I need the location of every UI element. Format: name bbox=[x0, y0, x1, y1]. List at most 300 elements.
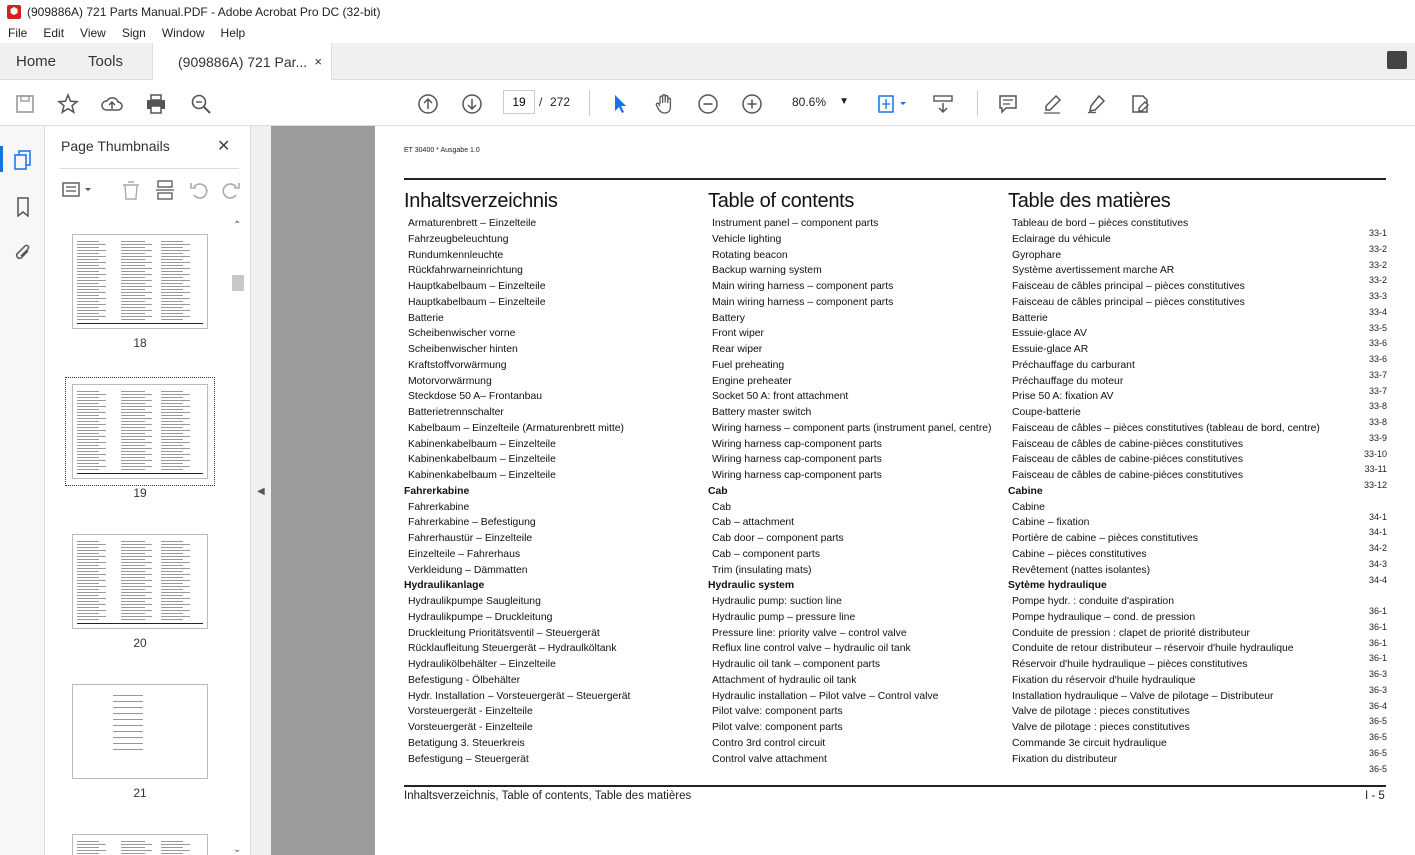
thumbnail-text-line bbox=[77, 610, 106, 611]
toc-entry: Cab – component parts bbox=[712, 548, 821, 560]
rotate-right-icon[interactable] bbox=[219, 178, 243, 202]
thumbnail-text-line bbox=[121, 844, 152, 845]
toc-entry: Préchauffage du carburant bbox=[1012, 359, 1135, 371]
fit-page-icon[interactable] bbox=[876, 92, 912, 116]
toc-entry: Reflux line control valve – hydraulic oil tank bbox=[712, 643, 911, 655]
thumbnail-text-line bbox=[161, 307, 183, 308]
thumbnail-text-line bbox=[161, 421, 183, 422]
menu-edit[interactable]: Edit bbox=[43, 26, 65, 40]
thumbnail-text-line bbox=[121, 598, 152, 599]
toc-page-number: 33-10 bbox=[1363, 448, 1387, 459]
page-thumbnail-21[interactable] bbox=[72, 684, 208, 779]
menu-window[interactable]: Window bbox=[161, 26, 205, 40]
toc-entry: Tableau de bord – pièces constitutives bbox=[1012, 218, 1189, 229]
thumbnail-text-line bbox=[121, 592, 152, 593]
toc-page-number: 36-1 bbox=[1368, 653, 1387, 664]
thumbnail-text-line bbox=[121, 250, 152, 251]
thumbnail-text-line bbox=[77, 841, 99, 842]
document-viewer[interactable] bbox=[271, 126, 1415, 855]
hand-tool-icon[interactable] bbox=[652, 92, 676, 116]
toc-entry: Kraftstoffvorwärmung bbox=[408, 359, 507, 371]
toc-entry: Faisceau de câbles de cabine-pièces constitutives bbox=[1012, 454, 1244, 466]
thumbnail-label: 18 bbox=[133, 336, 147, 350]
thumbnail-text-line bbox=[77, 454, 106, 455]
collapse-arrow-icon[interactable]: ◀ bbox=[257, 486, 265, 497]
thumbnail-text-line bbox=[77, 307, 99, 308]
thumbnail-text-line bbox=[77, 430, 106, 431]
thumbnail-text-line bbox=[121, 850, 152, 851]
thumbnail-text-line bbox=[161, 295, 183, 296]
select-arrow-icon[interactable] bbox=[608, 92, 632, 116]
thumbnail-text-line bbox=[121, 544, 152, 545]
thumbnail-text-line bbox=[161, 469, 183, 470]
thumbnail-text-line bbox=[161, 286, 190, 287]
thumbnail-text-line bbox=[121, 847, 145, 848]
thumbnail-text-line bbox=[161, 847, 183, 848]
page-footer-number: I - 5 bbox=[1365, 790, 1385, 802]
navigation-rail bbox=[0, 126, 45, 855]
comment-bubble-icon[interactable] bbox=[1387, 51, 1407, 69]
thumbnail-text-line bbox=[121, 559, 145, 560]
thumbnail-text-line bbox=[161, 259, 183, 260]
thumbnail-text-line bbox=[121, 442, 152, 443]
thumbnail-text-line bbox=[77, 274, 106, 275]
thumbnail-text-line bbox=[161, 589, 183, 590]
thumbnail-text-line bbox=[161, 598, 190, 599]
toc-entry: Hauptkabelbaum – Einzelteile bbox=[408, 281, 546, 292]
thumbnail-text-line bbox=[121, 298, 152, 299]
toc-entry: Conduite de pression : clapet de priorité distributeur bbox=[1012, 627, 1250, 639]
toc-entry: Essuie-glace AV bbox=[1012, 328, 1087, 340]
thumbnail-text-line bbox=[161, 586, 190, 587]
toc-entry: Installation hydraulique – Valve de pilotage – Distributeur bbox=[1012, 690, 1274, 702]
thumbnail-text-line bbox=[121, 466, 152, 467]
thumbnail-text-line bbox=[121, 262, 152, 263]
save-icon[interactable] bbox=[13, 92, 37, 116]
page-total: 272 bbox=[550, 95, 571, 109]
thumbnail-text-line bbox=[161, 583, 183, 584]
zoom-out-icon[interactable] bbox=[696, 92, 720, 116]
comment-icon[interactable] bbox=[996, 92, 1020, 116]
thumbnail-text-line bbox=[161, 262, 190, 263]
toc-entry: Battery bbox=[712, 312, 745, 324]
thumbnail-text-line bbox=[121, 448, 152, 449]
toc-section-heading: Cabine bbox=[1008, 485, 1043, 497]
thumbnail-text-line bbox=[77, 394, 106, 395]
thumbnail-text-line bbox=[161, 457, 183, 458]
column-german bbox=[404, 190, 630, 767]
toc-page-number: 36-3 bbox=[1368, 669, 1387, 679]
thumbnail-text-line bbox=[77, 409, 99, 410]
toc-entry: Rücklaufleitung Steuergerät – Hydraulköltank bbox=[408, 643, 617, 655]
thumbnail-text-line bbox=[161, 244, 190, 245]
thumbnail-text-line bbox=[121, 319, 145, 320]
toc-entry: Motorvorwärmung bbox=[408, 375, 492, 387]
title-german: Inhaltsverzeichnis bbox=[404, 190, 558, 212]
toc-entry: Cab – attachment bbox=[712, 517, 795, 529]
edit-pdf-icon[interactable] bbox=[1128, 92, 1152, 116]
toc-entry: Socket 50 A: front attachment bbox=[712, 391, 849, 403]
thumbnail-text-line bbox=[161, 265, 183, 266]
thumbnail-text-line bbox=[77, 592, 106, 593]
thumbnail-text-line bbox=[121, 313, 145, 314]
toc-entry: Faisceau de câbles principal – pièces constitutives bbox=[1012, 281, 1245, 292]
toc-entry: Batterie bbox=[1012, 312, 1048, 324]
thumbnail-label: 21 bbox=[133, 786, 147, 800]
zoom-level-value: 80.6% bbox=[792, 95, 827, 109]
active-indicator bbox=[0, 146, 3, 172]
zoom-in-icon[interactable] bbox=[740, 92, 764, 116]
thumbnail-text-line bbox=[77, 616, 106, 617]
thumbnail-text-line bbox=[77, 451, 99, 452]
thumbnail-text-line bbox=[121, 469, 145, 470]
scroll-up-icon[interactable]: ⌃ bbox=[233, 220, 242, 231]
tab-home[interactable]: Home bbox=[16, 53, 57, 70]
thumbnail-text-line bbox=[121, 616, 152, 617]
toc-entry: Fahrerkabine – Befestigung bbox=[408, 517, 536, 529]
toc-entry: Pilot valve: component parts bbox=[712, 722, 843, 733]
thumbnail-text-line bbox=[121, 301, 145, 302]
thumbnail-text-line bbox=[121, 577, 145, 578]
thumbnail-text-line bbox=[77, 415, 99, 416]
thumbnail-diagram-line bbox=[113, 701, 143, 702]
toc-entry: Kabinenkabelbaum – Einzelteile bbox=[408, 454, 556, 466]
toc-page-number: 36-1 bbox=[1368, 606, 1387, 616]
toc-page-number: 34-4 bbox=[1368, 574, 1387, 585]
toc-entry: Fuel preheating bbox=[712, 359, 785, 371]
thumbnail-text-line bbox=[161, 436, 190, 437]
toc-entry: Prise 50 A: fixation AV bbox=[1012, 391, 1114, 403]
thumbnail-text-line bbox=[161, 310, 190, 311]
toc-entry: Hydraulic pump – pressure line bbox=[712, 611, 856, 623]
thumbnail-text-line bbox=[121, 547, 145, 548]
menu-help[interactable]: Help bbox=[220, 26, 246, 40]
thumbnail-text-line bbox=[161, 394, 190, 395]
thumbnail-text-line bbox=[121, 607, 145, 608]
window-title: (909886A) 721 Parts Manual.PDF - Adobe Acrobat Pro DC (32-bit) bbox=[27, 4, 381, 19]
thumbnail-text-line bbox=[161, 580, 190, 581]
toc-page-number: 33-6 bbox=[1368, 354, 1387, 364]
thumbnail-text-line bbox=[121, 289, 145, 290]
thumbnail-text-line bbox=[121, 586, 152, 587]
thumbnail-text-line bbox=[161, 268, 190, 269]
toc-entry: Vorsteuergerät - Einzelteile bbox=[408, 722, 533, 733]
tab-document[interactable] bbox=[152, 43, 332, 80]
thumbnail-text-line bbox=[121, 412, 152, 413]
toc-page-number: 34-1 bbox=[1368, 527, 1387, 538]
scroll-down-icon[interactable]: ⌄ bbox=[233, 844, 242, 855]
thumbnail-text-line bbox=[77, 550, 106, 551]
thumbnail-text-line bbox=[77, 421, 99, 422]
toc-entry: Fahrerkabine bbox=[408, 501, 470, 513]
thumbnail-text-line bbox=[77, 589, 99, 590]
thumbnail-diagram-line bbox=[113, 719, 143, 720]
thumbnail-text-line bbox=[161, 424, 190, 425]
panel-close-icon[interactable]: ✕ bbox=[217, 138, 231, 155]
toc-page-number: 36-5 bbox=[1368, 732, 1387, 742]
thumbnail-text-line bbox=[161, 250, 190, 251]
thumbnail-text-line bbox=[121, 400, 152, 401]
star-icon[interactable] bbox=[56, 92, 80, 116]
zoom-level-select[interactable] bbox=[785, 90, 855, 114]
toc-entry: Valve de pilotage : pieces constitutives bbox=[1012, 722, 1190, 733]
thumbnail-text-line bbox=[121, 274, 152, 275]
sign-pen-icon[interactable] bbox=[1084, 92, 1108, 116]
previous-page-icon[interactable] bbox=[416, 92, 440, 116]
thumbnail-text-line bbox=[121, 409, 145, 410]
thumbnail-text-line bbox=[77, 586, 106, 587]
menu-sign[interactable]: Sign bbox=[121, 26, 146, 40]
thumbnail-text-line bbox=[121, 265, 145, 266]
toc-page-number: 36-5 bbox=[1368, 747, 1387, 758]
thumbnail-text-line bbox=[77, 250, 106, 251]
thumbnail-text-line bbox=[161, 241, 183, 242]
page-thumbnail-22[interactable] bbox=[72, 834, 208, 855]
delete-trash-icon[interactable] bbox=[119, 178, 143, 202]
toc-entry: Portière de cabine – pièces constitutives bbox=[1012, 533, 1198, 544]
options-menu-icon[interactable] bbox=[61, 178, 95, 202]
thumbnail-text-line bbox=[161, 571, 183, 572]
toc-entry: Engine preheater bbox=[712, 375, 792, 387]
toc-page-number: 33-2 bbox=[1368, 275, 1387, 286]
tab-tools[interactable]: Tools bbox=[88, 53, 124, 70]
toc-entry: Backup warning system bbox=[712, 265, 822, 277]
thumbnail-text-line bbox=[77, 559, 99, 560]
thumbnail-text-line bbox=[161, 391, 183, 392]
upload-cloud-icon[interactable] bbox=[100, 92, 124, 116]
toc-entry: Befestigung – Steuergerät bbox=[408, 753, 529, 765]
toc-entry: Betatigung 3. Steuerkreis bbox=[408, 737, 525, 749]
thumbnail-text-line bbox=[121, 460, 152, 461]
toc-entry: Cab door – component parts bbox=[712, 533, 844, 544]
thumbnail-text-line bbox=[161, 541, 183, 542]
thumbnail-text-line bbox=[121, 853, 145, 854]
scrolling-mode-icon[interactable] bbox=[931, 92, 955, 116]
thumbnail-text-line bbox=[121, 268, 152, 269]
toc-entry: Armaturenbrett – Einzelteile bbox=[408, 218, 537, 229]
thumbnail-text-line bbox=[121, 292, 152, 293]
zoom-search-icon[interactable] bbox=[189, 92, 213, 116]
thumbnail-text-line bbox=[77, 463, 99, 464]
thumbnail-text-line bbox=[77, 568, 106, 569]
title-english: Table of contents bbox=[708, 190, 855, 212]
page-number-column bbox=[1355, 226, 1387, 777]
thumbnail-text-line bbox=[121, 553, 145, 554]
toc-section-heading: Sytème hydraulique bbox=[1008, 580, 1107, 592]
thumbnail-text-line bbox=[121, 424, 152, 425]
rotate-left-icon[interactable] bbox=[187, 178, 211, 202]
thumbnail-text-line bbox=[161, 616, 190, 617]
page-thumbnails-icon[interactable] bbox=[11, 148, 35, 172]
thumbnail-text-line bbox=[121, 256, 152, 257]
thumbnail-text-line bbox=[121, 454, 152, 455]
thumbnail-text-line bbox=[77, 577, 99, 578]
thumbnail-text-line bbox=[161, 568, 190, 569]
toc-section-heading: Fahrerkabine bbox=[404, 485, 470, 497]
menu-file[interactable]: File bbox=[8, 26, 28, 40]
thumbnail-text-line bbox=[121, 580, 152, 581]
toc-entry: Main wiring harness – component parts bbox=[712, 296, 894, 308]
thumbnail-text-line bbox=[161, 271, 183, 272]
toc-entry: Hydraulic installation – Pilot valve – Control valve bbox=[712, 690, 939, 702]
thumbnail-text-line bbox=[121, 445, 145, 446]
thumbnail-text-line bbox=[161, 253, 183, 254]
page-footer: Inhaltsverzeichnis, Table of contents, Table des matières bbox=[404, 790, 692, 802]
menu-bar bbox=[0, 23, 1415, 43]
thumbnail-text-line bbox=[121, 463, 145, 464]
toc-page-number: 33-8 bbox=[1368, 417, 1387, 427]
insert-pages-icon[interactable] bbox=[153, 178, 177, 202]
panel-collapse-bar[interactable] bbox=[251, 126, 271, 855]
thumbnail-text-line bbox=[121, 457, 145, 458]
thumbnail-text-line bbox=[161, 319, 183, 320]
column-french bbox=[1008, 190, 1320, 767]
thumbnail-text-line bbox=[77, 316, 106, 317]
toc-entry: Système avertissement marche AR bbox=[1012, 265, 1175, 277]
toc-page-number: 33-3 bbox=[1368, 291, 1387, 301]
thumbnail-text-line bbox=[121, 565, 145, 566]
toc-entry: Réservoir d'huile hydraulique – pièces constitutives bbox=[1012, 659, 1248, 670]
pdf-page bbox=[375, 126, 1415, 855]
toc-entry: Pompe hydr. : conduite d'aspiration bbox=[1012, 596, 1174, 607]
thumbnail-text-line bbox=[161, 406, 190, 407]
column-english bbox=[708, 190, 992, 767]
thumbnail-diagram-line bbox=[113, 731, 143, 732]
thumbnail-text-line bbox=[161, 277, 183, 278]
toc-entry: Verkleidung – Dämmatten bbox=[408, 564, 528, 576]
page-number-input[interactable] bbox=[503, 90, 535, 114]
thumbnail-text-line bbox=[121, 253, 145, 254]
thumbnail-text-line bbox=[161, 442, 190, 443]
toc-entry: Batterie bbox=[408, 312, 444, 324]
thumbnail-text-line bbox=[77, 289, 99, 290]
thumbnail-text-line bbox=[161, 283, 183, 284]
thumbnail-text-line bbox=[121, 430, 152, 431]
thumbnail-text-line bbox=[121, 841, 145, 842]
thumbnail-diagram-line bbox=[113, 713, 143, 714]
thumbnail-text-line bbox=[121, 562, 152, 563]
toc-entry: Pompe hydraulique – cond. de pression bbox=[1012, 611, 1196, 623]
thumbnail-text-line bbox=[121, 277, 145, 278]
toc-entry: Faisceau de câbles principal – pièces constitutives bbox=[1012, 296, 1245, 308]
thumbnail-text-line bbox=[77, 436, 106, 437]
menu-view[interactable]: View bbox=[80, 26, 106, 40]
thumbnail-diagram-line bbox=[113, 749, 143, 750]
toc-entry: Essuie-glace AR bbox=[1012, 344, 1089, 355]
thumbnail-text-line bbox=[77, 547, 99, 548]
thumbnail-text-line bbox=[161, 613, 183, 614]
thumbnail-text-line bbox=[161, 418, 190, 419]
attachment-paperclip-icon[interactable] bbox=[11, 241, 35, 265]
toc-entry: Kabinenkabelbaum – Einzelteile bbox=[408, 470, 556, 481]
thumbnail-text-line bbox=[161, 850, 190, 851]
toc-entry: Instrument panel – component parts bbox=[712, 218, 879, 229]
toc-entry: Einzelteile – Fahrerhaus bbox=[408, 548, 521, 560]
toc-entry: Cabine – pièces constitutives bbox=[1012, 548, 1147, 560]
toc-entry: Druckleitung Prioritätsventil – Steuergerät bbox=[408, 627, 600, 639]
thumbnail-text-line bbox=[161, 544, 190, 545]
page-thumbnail-19[interactable] bbox=[72, 384, 208, 479]
toc-entry: Kabelbaum – Einzelteile (Armaturenbrett mitte) bbox=[408, 422, 624, 434]
thumbnail-text-line bbox=[77, 295, 99, 296]
toc-entry: Coupe-batterie bbox=[1012, 407, 1081, 418]
toc-entry: Rundumkennleuchte bbox=[408, 249, 504, 261]
thumbnail-text-line bbox=[77, 310, 106, 311]
thumbnail-text-line bbox=[161, 301, 183, 302]
thumbnail-text-line bbox=[161, 403, 183, 404]
toc-page-number: 33-12 bbox=[1363, 480, 1387, 490]
toc-entry: Vehicle lighting bbox=[712, 233, 782, 245]
thumbnail-text-line bbox=[77, 280, 106, 281]
thumbnail-text-line bbox=[121, 574, 152, 575]
toc-entry: Faisceau de câbles – pièces constitutives (tableau de bord, centre) bbox=[1012, 422, 1320, 434]
highlight-pen-icon[interactable] bbox=[1040, 92, 1064, 116]
thumbnail-text-line bbox=[161, 841, 183, 842]
toc-entry: Control valve attachment bbox=[712, 753, 827, 765]
thumbnail-label: 19 bbox=[133, 486, 147, 500]
thumbnail-text-line bbox=[121, 316, 152, 317]
thumbnail-text-line bbox=[77, 256, 106, 257]
thumbnail-text-line bbox=[161, 607, 183, 608]
toc-entry: Wiring harness cap-component parts bbox=[712, 438, 882, 450]
thumbnail-text-line bbox=[121, 391, 145, 392]
toc-page-number: 33-7 bbox=[1368, 369, 1387, 380]
thumbnail-text-line bbox=[77, 580, 106, 581]
thumbnail-text-line bbox=[77, 541, 99, 542]
thumbnail-text-line bbox=[161, 397, 183, 398]
thumbnail-text-line bbox=[161, 550, 190, 551]
thumbnail-text-line bbox=[121, 619, 145, 620]
panel-title: Page Thumbnails bbox=[61, 138, 170, 154]
chevron-down-icon: ▼ bbox=[839, 96, 849, 107]
thumbnail-diagram-line bbox=[113, 737, 143, 738]
toc-entry: Rotating beacon bbox=[712, 249, 788, 261]
thumbnail-text-line bbox=[121, 568, 152, 569]
thumbnail-text-line bbox=[77, 853, 99, 854]
thumbnail-footer-rule bbox=[77, 323, 203, 324]
thumbnail-text-line bbox=[121, 271, 145, 272]
page-thumbnail-18[interactable] bbox=[72, 234, 208, 329]
toc-section-heading: Cab bbox=[708, 485, 728, 497]
thumbnail-text-line bbox=[77, 319, 99, 320]
toc-entry: Fixation du réservoir d'huile hydraulique bbox=[1012, 674, 1196, 686]
thumbnail-text-line bbox=[161, 553, 183, 554]
bookmark-icon[interactable] bbox=[11, 195, 35, 219]
page-header: ET 30400 * Ausgabe 1.0 bbox=[404, 147, 480, 154]
page-thumbnail-20[interactable] bbox=[72, 534, 208, 629]
thumbnail-text-line bbox=[121, 451, 145, 452]
tab-close-icon[interactable]: × bbox=[314, 54, 322, 69]
print-icon[interactable] bbox=[144, 92, 168, 116]
thumbnail-text-line bbox=[161, 595, 183, 596]
thumbnail-text-line bbox=[77, 544, 106, 545]
toc-page-number: 33-7 bbox=[1368, 385, 1387, 396]
thumbnail-text-line bbox=[121, 427, 145, 428]
thumbnail-text-line bbox=[161, 304, 190, 305]
toc-entry: Gyrophare bbox=[1012, 249, 1062, 261]
thumbnail-text-line bbox=[77, 439, 99, 440]
thumbnail-text-line bbox=[121, 571, 145, 572]
thumbnail-text-line bbox=[77, 457, 99, 458]
toc-entry: Hydraulikölbehälter – Einzelteile bbox=[408, 659, 556, 670]
thumbnail-text-line bbox=[121, 244, 152, 245]
thumbnail-text-line bbox=[77, 268, 106, 269]
toc-entry: Cabine – fixation bbox=[1012, 517, 1090, 529]
thumbnail-text-line bbox=[77, 418, 106, 419]
next-page-icon[interactable] bbox=[460, 92, 484, 116]
toc-page-number: 33-9 bbox=[1368, 432, 1387, 443]
toc-entry: Vorsteuergerät - Einzelteile bbox=[408, 706, 533, 718]
